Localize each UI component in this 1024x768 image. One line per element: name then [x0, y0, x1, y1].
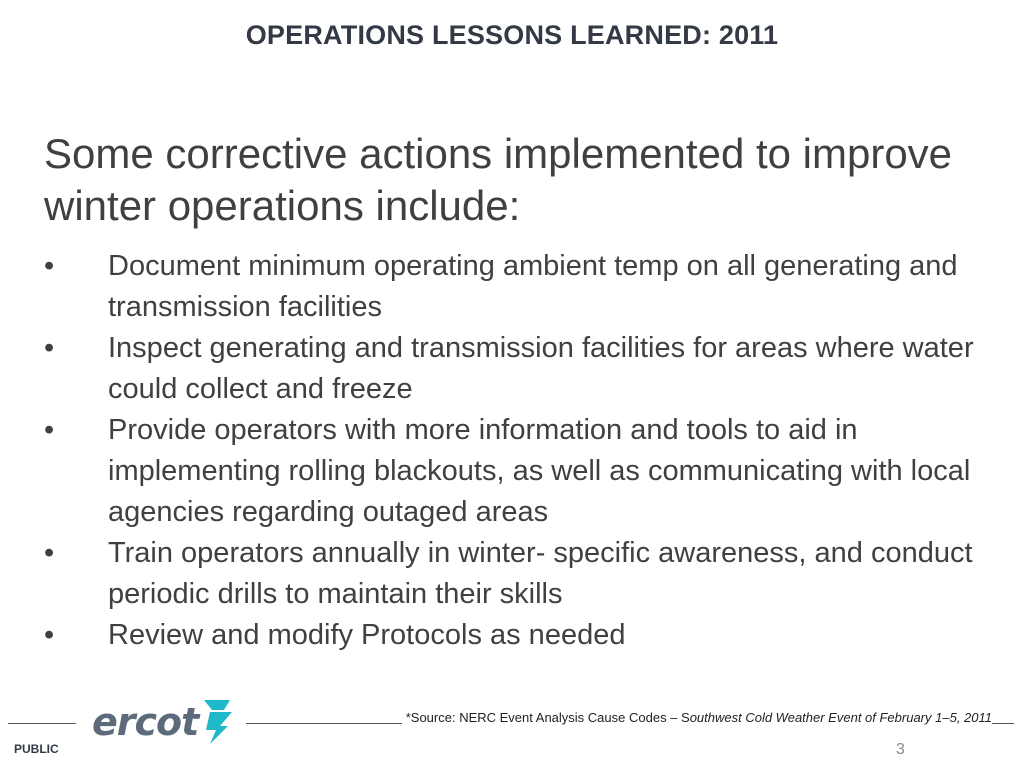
bullet-text: Inspect generating and transmission facilities for areas where water could collect and freeze: [108, 332, 974, 405]
bullet-dot: •: [44, 250, 55, 282]
bullet-list: [44, 246, 1004, 656]
bullet-item: [44, 246, 1004, 328]
footer-divider-left: [8, 723, 76, 724]
bullet-dot: •: [44, 537, 55, 569]
ercot-logo: [92, 698, 234, 746]
logo-text: ercot: [92, 700, 199, 744]
bullet-item: [44, 328, 1004, 410]
bullet-text: Document minimum operating ambient temp on all generating and transmission facilities: [108, 250, 958, 323]
source-event-title: outhwest Cold Weather Event of February 1–5, 2011: [689, 710, 992, 725]
bullet-text: Provide operators with more information and tools to aid in implementing rolling blackouts, as well as communicating with local agencies regarding outaged areas: [108, 414, 971, 528]
ercot-lightning-mark-icon: [200, 698, 234, 746]
bullet-item: [44, 533, 1004, 615]
bullet-item: [44, 410, 1004, 533]
classification-label: PUBLIC: [14, 742, 59, 756]
bullet-text: Train operators annually in winter- specific awareness, and conduct periodic drills to maintain their skills: [108, 537, 973, 610]
bullet-item: [44, 615, 1004, 656]
bullet-dot: •: [44, 332, 55, 364]
bullet-dot: •: [44, 619, 55, 651]
source-prefix: *Source: NERC Event Analysis Cause Codes – S: [405, 710, 690, 725]
slide-title: OPERATIONS LESSONS LEARNED: 2011: [245, 20, 779, 50]
page-number: 3: [896, 741, 905, 758]
bullet-text: Review and modify Protocols as needed: [108, 619, 626, 651]
intro-text: Some corrective actions implemented to improve winter operations include:: [44, 130, 953, 229]
source-citation: [402, 710, 992, 725]
bullet-dot: •: [44, 414, 55, 446]
